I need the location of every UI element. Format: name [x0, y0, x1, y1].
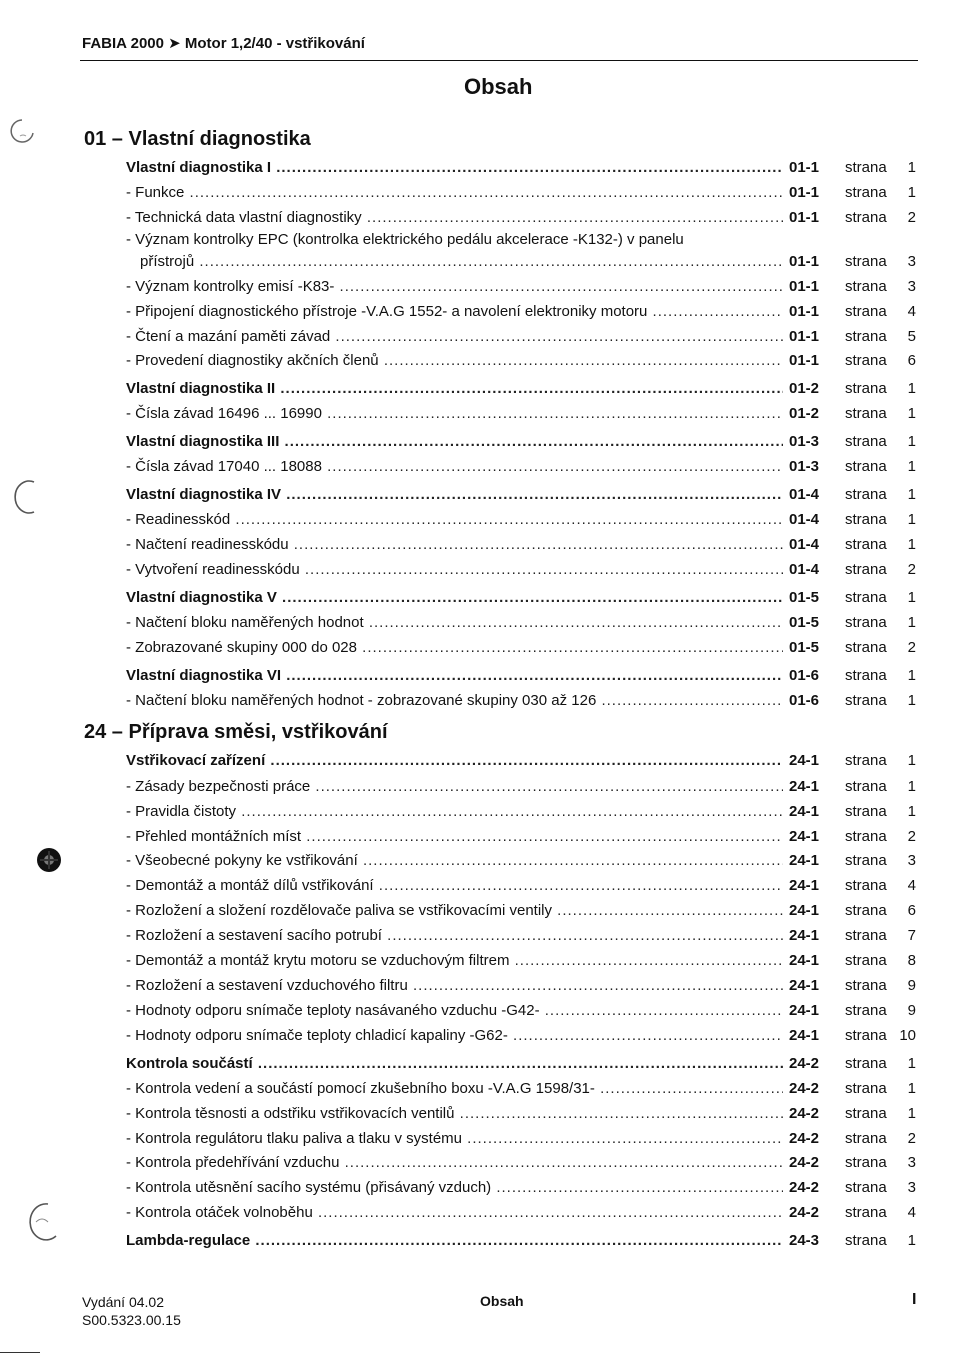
toc-page-number: 6 — [907, 352, 916, 369]
toc-strana-label: strana — [845, 380, 887, 397]
toc-row — [126, 485, 916, 505]
toc-section-number: 01-4 — [789, 561, 820, 578]
footer-page-marker: I — [912, 1291, 917, 1308]
toc-page-number: 3 — [907, 1154, 916, 1171]
toc-entry-label: - Kontrola utěsnění sacího systému (přisávaný vzduch) ..... — [126, 1178, 783, 1198]
toc-entry-label: - Kontrola otáček volnoběhu ..... — [126, 1203, 783, 1223]
toc-row — [126, 457, 916, 477]
toc-page-number: 10 — [899, 1027, 916, 1044]
toc-page-number: 1 — [907, 1055, 916, 1072]
page-title: Obsah — [464, 74, 533, 99]
toc-page-number: 7 — [907, 927, 916, 944]
toc-strana-label: strana — [845, 589, 887, 606]
toc-strana-label: strana — [845, 536, 887, 553]
toc-section-number: 24-2 — [789, 1130, 820, 1147]
toc-row — [126, 1129, 916, 1149]
toc-section-number: 24-2 — [789, 1204, 820, 1221]
toc-page-number: 3 — [907, 852, 916, 869]
footer-edition-text: Vydání 04.02 — [82, 1294, 164, 1310]
toc-section-number: 01-1 — [789, 209, 820, 226]
toc-strana-label: strana — [845, 328, 887, 345]
toc-entry-label: - Přehled montážních míst ..... — [126, 827, 783, 847]
toc-section-number: 24-1 — [789, 1027, 820, 1044]
toc-section-number: 24-1 — [789, 902, 820, 919]
toc-entry-label: Lambda-regulace ..... — [126, 1231, 783, 1251]
toc-strana-label: strana — [845, 184, 887, 201]
toc-row — [126, 901, 916, 921]
toc-section-number: 01-4 — [789, 486, 820, 503]
toc-page-number: 6 — [907, 902, 916, 919]
toc-entry-label: - Demontáž a montáž krytu motoru se vzduchovým filtrem ..... — [126, 951, 783, 971]
toc-section-number: 01-4 — [789, 511, 820, 528]
toc-strana-label: strana — [845, 405, 887, 422]
toc-strana-label: strana — [845, 1027, 887, 1044]
toc-strana-label: strana — [845, 828, 887, 845]
toc-page-number: 1 — [907, 380, 916, 397]
toc-entry-label: - Hodnoty odporu snímače teploty nasávaného vzduchu -G42- ..... — [126, 1001, 783, 1021]
toc-page-number: 5 — [907, 328, 916, 345]
toc-entry-label: - Čísla závad 17040 ... 18088 ..... — [126, 457, 783, 477]
toc-entry-label: - Technická data vlastní diagnostiky ..... — [126, 208, 783, 228]
toc-strana-label: strana — [845, 253, 887, 270]
toc-strana-label: strana — [845, 1002, 887, 1019]
toc-entry-label: Vlastní diagnostika I ..... — [126, 158, 783, 178]
toc-page-number: 1 — [907, 778, 916, 795]
toc-section-number: 01-6 — [789, 692, 820, 709]
toc-entry-label: - Pravidla čistoty ..... — [126, 802, 783, 822]
toc-strana-label: strana — [845, 752, 887, 769]
toc-strana-label: strana — [845, 1080, 887, 1097]
toc-row — [126, 777, 916, 797]
toc-row — [126, 1178, 916, 1198]
toc-row — [126, 327, 916, 347]
toc-row — [126, 231, 916, 274]
toc-row — [126, 404, 916, 424]
toc-entry-label: - Načtení readinesskódu ..... — [126, 535, 783, 555]
toc-section-number: 01-6 — [789, 667, 820, 684]
toc-entry-label: Vlastní diagnostika III ..... — [126, 432, 783, 452]
toc-section-number: 01-1 — [789, 328, 820, 345]
toc-entry-label: Vlastní diagnostika V ..... — [126, 588, 783, 608]
toc-strana-label: strana — [845, 303, 887, 320]
toc-strana-label: strana — [845, 1055, 887, 1072]
toc-section-number: 01-5 — [789, 614, 820, 631]
toc-section-number: 01-3 — [789, 458, 820, 475]
toc-row — [126, 510, 916, 530]
toc-row — [126, 613, 916, 633]
toc-section-number: 24-1 — [789, 778, 820, 795]
toc-section-number: 01-2 — [789, 380, 820, 397]
toc-entry-label: přístrojů ..... — [140, 252, 783, 272]
toc-strana-label: strana — [845, 352, 887, 369]
toc-page-number: 1 — [907, 159, 916, 176]
toc-strana-label: strana — [845, 639, 887, 656]
toc-entry-label-line1: - Význam kontrolky EPC (kontrolka elektrického pedálu akcelerace -K132-) v panelu — [126, 231, 684, 248]
toc-strana-label: strana — [845, 977, 887, 994]
toc-page-number: 3 — [907, 1179, 916, 1196]
toc-page-number: 1 — [907, 511, 916, 528]
toc-row — [126, 1231, 916, 1251]
toc-page-number: 9 — [907, 977, 916, 994]
toc-row — [126, 666, 916, 686]
toc-strana-label: strana — [845, 561, 887, 578]
toc-row — [126, 638, 916, 658]
toc-section-number: 01-3 — [789, 433, 820, 450]
toc-row — [126, 183, 916, 203]
toc-page-number: 4 — [907, 1204, 916, 1221]
toc-row — [126, 379, 916, 399]
header-title: FABIA 2000 ➤ Motor 1,2/40 - vstřikování — [82, 35, 365, 52]
toc-page-number: 1 — [907, 405, 916, 422]
toc-section-number: 24-1 — [789, 977, 820, 994]
toc-strana-label: strana — [845, 667, 887, 684]
toc-strana-label: strana — [845, 433, 887, 450]
toc-strana-label: strana — [845, 778, 887, 795]
toc-section-number: 01-5 — [789, 589, 820, 606]
toc-strana-label: strana — [845, 852, 887, 869]
toc-section-number: 24-1 — [789, 1002, 820, 1019]
footer-rule — [0, 1352, 40, 1353]
toc-entry-label: - Hodnoty odporu snímače teploty chladicí kapaliny -G62- ..... — [126, 1026, 783, 1046]
toc-entry-label: Vlastní diagnostika IV ..... — [126, 485, 783, 505]
toc-page-number: 1 — [907, 536, 916, 553]
toc-row — [126, 1001, 916, 1021]
toc-strana-label: strana — [845, 877, 887, 894]
toc-strana-label: strana — [845, 692, 887, 709]
toc-row — [126, 1153, 916, 1173]
toc-strana-label: strana — [845, 1179, 887, 1196]
toc-row — [126, 535, 916, 555]
toc-section-number: 24-3 — [789, 1232, 820, 1249]
toc-entry-label: - Čísla závad 16496 ... 16990 ..... — [126, 404, 783, 424]
toc-page-number: 2 — [907, 209, 916, 226]
toc-page-number: 2 — [907, 828, 916, 845]
toc-row — [126, 951, 916, 971]
toc-row — [126, 926, 916, 946]
toc-strana-label: strana — [845, 1154, 887, 1171]
toc-page-number: 8 — [907, 952, 916, 969]
toc-page-number: 1 — [907, 486, 916, 503]
section-heading: 24 – Příprava směsi, vstřikování — [84, 721, 388, 743]
toc-page-number: 2 — [907, 561, 916, 578]
toc-section-number: 24-2 — [789, 1105, 820, 1122]
toc-row — [126, 302, 916, 322]
toc-section-number: 24-1 — [789, 852, 820, 869]
toc-entry-label: - Zobrazované skupiny 000 do 028 ..... — [126, 638, 783, 658]
toc-page-number: 2 — [907, 639, 916, 656]
toc-strana-label: strana — [845, 1130, 887, 1147]
toc-entry-label: - Kontrola těsnosti a odstřiku vstřikovacích ventilů ..... — [126, 1104, 783, 1124]
toc-section-number: 01-4 — [789, 536, 820, 553]
toc-row — [126, 1104, 916, 1124]
toc-row — [126, 802, 916, 822]
toc-entry-label: - Význam kontrolky emisí -K83- ..... — [126, 277, 783, 297]
toc-strana-label: strana — [845, 511, 887, 528]
toc-section-number: 24-1 — [789, 828, 820, 845]
toc-page-number: 1 — [907, 1232, 916, 1249]
toc-entry-label: Kontrola součástí ..... — [126, 1054, 783, 1074]
toc-row — [126, 1079, 916, 1099]
toc-entry-label: Vlastní diagnostika VI ..... — [126, 666, 783, 686]
toc-page-number: 1 — [907, 589, 916, 606]
toc-strana-label: strana — [845, 902, 887, 919]
section-heading: 01 – Vlastní diagnostika — [84, 128, 311, 150]
toc-entry-label: - Rozložení a sestavení vzduchového filtru ..... — [126, 976, 783, 996]
toc-section-number: 24-2 — [789, 1154, 820, 1171]
toc-section-number: 01-5 — [789, 639, 820, 656]
toc-strana-label: strana — [845, 927, 887, 944]
toc-page-number: 1 — [907, 458, 916, 475]
toc-entry-label: - Kontrola regulátoru tlaku paliva a tlaku v systému ..... — [126, 1129, 783, 1149]
toc-section-number: 01-1 — [789, 253, 820, 270]
toc-section-number: 01-1 — [789, 303, 820, 320]
toc-strana-label: strana — [845, 1105, 887, 1122]
toc-page-number: 1 — [907, 752, 916, 769]
toc-entry-label: - Vytvoření readinesskódu ..... — [126, 560, 783, 580]
toc-entry-label: - Readinesskód ..... — [126, 510, 783, 530]
toc-section-number: 24-1 — [789, 752, 820, 769]
toc-section-number: 24-2 — [789, 1055, 820, 1072]
toc-row — [126, 976, 916, 996]
toc-row — [126, 1203, 916, 1223]
footer-center-title: Obsah — [480, 1293, 524, 1309]
toc-page-number: 1 — [907, 433, 916, 450]
toc-section-number: 01-2 — [789, 405, 820, 422]
footer-edition — [82, 1293, 181, 1329]
toc-page-number: 1 — [907, 614, 916, 631]
toc-row — [126, 876, 916, 896]
toc-row — [126, 432, 916, 452]
toc-page-number: 1 — [907, 692, 916, 709]
toc-page-number: 3 — [907, 278, 916, 295]
toc-strana-label: strana — [845, 486, 887, 503]
toc-entry-label: - Demontáž a montáž dílů vstřikování ..... — [126, 876, 783, 896]
toc-section-number: 01-1 — [789, 159, 820, 176]
toc-strana-label: strana — [845, 1204, 887, 1221]
toc-entry-label: - Kontrola vedení a součástí pomocí zkušebního boxu -V.A.G 1598/31- ..... — [126, 1079, 783, 1099]
toc-page-number: 1 — [907, 803, 916, 820]
toc-row — [126, 351, 916, 371]
toc-entry-label: - Čtení a mazání paměti závad ..... — [126, 327, 783, 347]
toc-entry-label: - Funkce ..... — [126, 183, 783, 203]
toc-section-number: 24-1 — [789, 803, 820, 820]
toc-entry-label: - Připojení diagnostického přístroje -V.A.G 1552- a navolení elektroniky motoru ..... — [126, 302, 783, 322]
toc-strana-label: strana — [845, 803, 887, 820]
toc-entry-label: - Načtení bloku naměřených hodnot - zobrazované skupiny 030 až 126 ..... — [126, 691, 783, 711]
toc-page-number: 1 — [907, 667, 916, 684]
toc-strana-label: strana — [845, 1232, 887, 1249]
toc-row — [126, 691, 916, 711]
toc-section-number: 24-2 — [789, 1179, 820, 1196]
toc-entry-label: Vstřikovací zařízení ..... — [126, 751, 783, 771]
toc-page-number: 4 — [907, 877, 916, 894]
toc-section-number: 24-1 — [789, 927, 820, 944]
toc-section-number: 24-1 — [789, 952, 820, 969]
toc-page-number: 1 — [907, 184, 916, 201]
toc-row — [126, 277, 916, 297]
toc-entry-label: - Rozložení a složení rozdělovače paliva se vstřikovacími ventily ..... — [126, 901, 783, 921]
toc-row — [126, 851, 916, 871]
toc-row — [126, 208, 916, 228]
toc-page-number: 1 — [907, 1080, 916, 1097]
toc-row — [126, 158, 916, 178]
toc-section-number: 01-1 — [789, 278, 820, 295]
toc-section-number: 01-1 — [789, 352, 820, 369]
toc-strana-label: strana — [845, 952, 887, 969]
toc-strana-label: strana — [845, 458, 887, 475]
footer-code-text: S00.5323.00.15 — [82, 1312, 181, 1328]
toc-row — [126, 827, 916, 847]
toc-entry-label: - Načtení bloku naměřených hodnot ..... — [126, 613, 783, 633]
toc-entry-label: - Všeobecné pokyny ke vstřikování ..... — [126, 851, 783, 871]
toc-entry-label: - Rozložení a sestavení sacího potrubí ..... — [126, 926, 783, 946]
toc-row — [126, 588, 916, 608]
toc-entry-label: Vlastní diagnostika II ..... — [126, 379, 783, 399]
toc-section-number: 01-1 — [789, 184, 820, 201]
toc-section-number: 24-1 — [789, 877, 820, 894]
toc-strana-label: strana — [845, 159, 887, 176]
toc-entry-label: - Provedení diagnostiky akčních členů ..... — [126, 351, 783, 371]
toc-page-number: 9 — [907, 1002, 916, 1019]
toc-section-number: 24-2 — [789, 1080, 820, 1097]
toc-page-number: 2 — [907, 1130, 916, 1147]
toc-row — [126, 751, 916, 771]
toc-page-number: 4 — [907, 303, 916, 320]
toc-row — [126, 1026, 916, 1046]
toc-strana-label: strana — [845, 614, 887, 631]
toc-row — [126, 560, 916, 580]
toc-entry-label: - Zásady bezpečnosti práce ..... — [126, 777, 783, 797]
toc-entry-label: - Kontrola předehřívání vzduchu ..... — [126, 1153, 783, 1173]
toc-row — [126, 1054, 916, 1074]
toc-page-number: 1 — [907, 1105, 916, 1122]
toc-strana-label: strana — [845, 209, 887, 226]
toc-strana-label: strana — [845, 278, 887, 295]
toc-page-number: 3 — [907, 253, 916, 270]
